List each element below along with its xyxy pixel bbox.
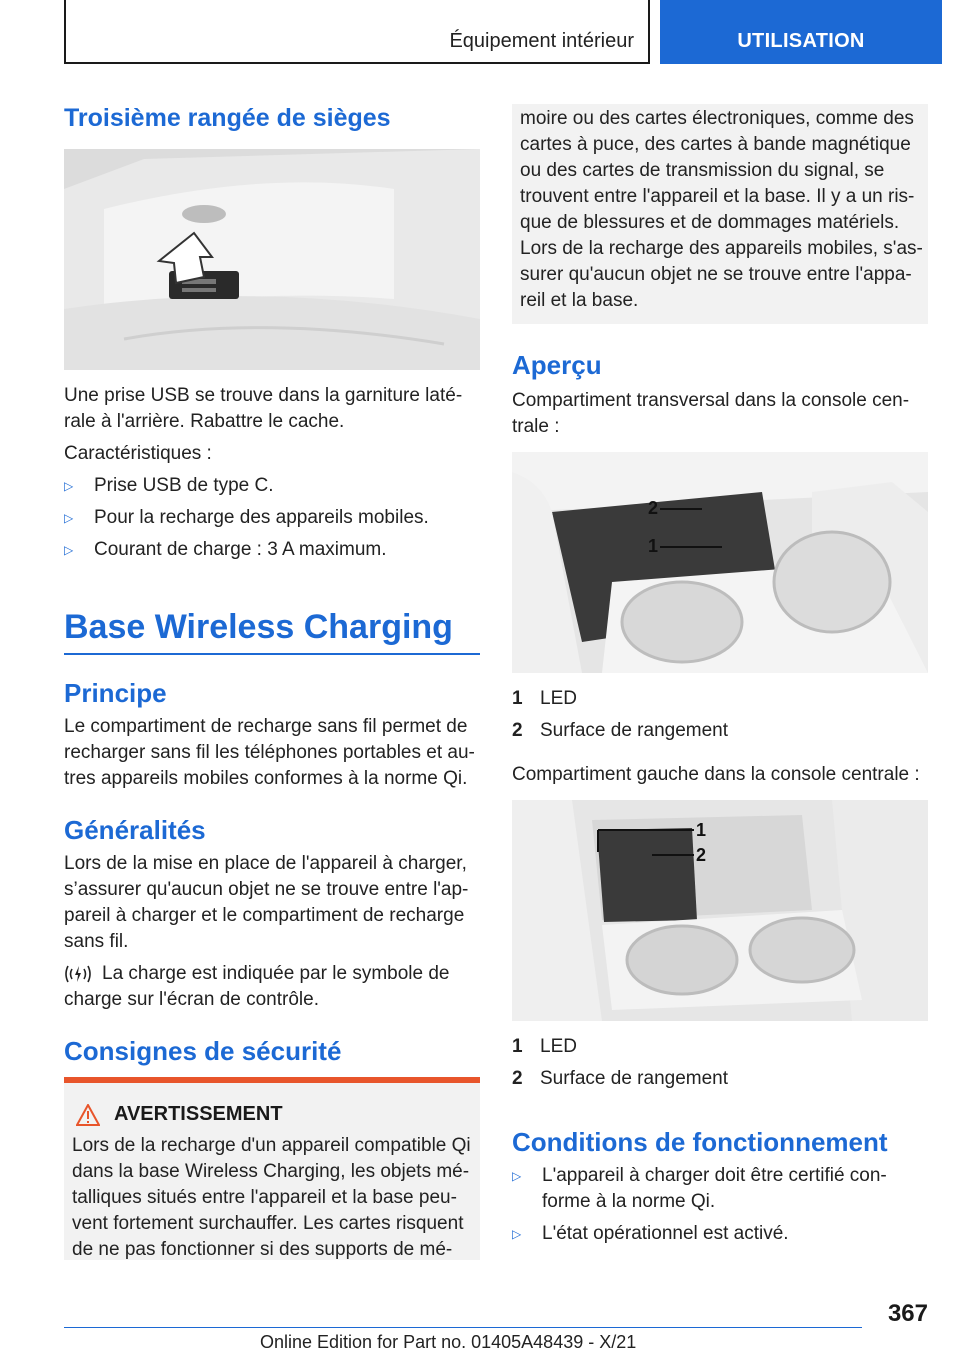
general-heading: Généralités [64, 815, 206, 845]
text-line: de ne pas fonctionner si des supports de mé- [72, 1239, 453, 1260]
wireless-charging-icon [64, 963, 92, 985]
warning-box-continued [512, 104, 928, 324]
warning-icon [76, 1104, 100, 1126]
legend-number: 1 [512, 688, 523, 709]
text-line: Compartiment transversal dans la console cen- [512, 390, 910, 411]
usb-port-photo [64, 149, 480, 370]
legend-text: LED [540, 1036, 577, 1057]
text-line: ou des cartes de transmission du signal, se [520, 160, 885, 181]
feature-text: Prise USB de type C. [94, 475, 274, 496]
legend-text: Surface de rangement [540, 1068, 729, 1089]
left-compartment-photo [512, 800, 928, 1021]
text-line: cartes à puce, des cartes à bande magnétique [520, 134, 911, 155]
bullet-icon: ▷ [512, 1227, 522, 1241]
warning-continued-text [520, 106, 928, 314]
text-line: trouvent entre l'appareil et la base. Il y a un ris- [520, 186, 915, 207]
chapter-title: Équipement intérieur [449, 30, 634, 52]
text-line: Lors de la recharge d'un appareil compatible Qi [72, 1135, 471, 1156]
page-number: 367 [887, 1300, 928, 1327]
section-tab-label: UTILISATION [737, 30, 865, 52]
text-line: reil et la base. [520, 290, 639, 311]
section-rule [64, 653, 480, 655]
text-line: sans fil. [64, 931, 129, 952]
text-line: tres appareils mobiles conformes à la norme Qi. [64, 768, 468, 789]
usb-description-line: rale à l'arrière. Rabattre le cache. [64, 411, 345, 432]
usb-description [64, 383, 480, 435]
warning-box [64, 1083, 480, 1260]
usb-heading: Troisième rangée de sièges [64, 104, 391, 132]
text-line: pareil à charger et le compartiment de recharge [64, 905, 465, 926]
text-line: La charge est indiquée par le symbole de [102, 963, 450, 984]
callout-1: 1 [648, 536, 659, 556]
header-chapter-box [64, 0, 650, 64]
text-line: que de blessures et de dommages matériels. [520, 212, 900, 233]
legend-number: 2 [512, 720, 523, 741]
text-line: Le compartiment de recharge sans fil permet de [64, 716, 468, 737]
text-line: talliques situés entre l'appareil et la base peu- [72, 1187, 457, 1208]
text-line: s’assurer qu'aucun objet ne se trouve entre l'ap- [64, 879, 469, 900]
text-line: dans la base Wireless Charging, les objets mé- [72, 1161, 470, 1182]
usb-description-line: Une prise USB se trouve dans la garniture laté- [64, 385, 463, 406]
condition-text [542, 1163, 887, 1215]
section-title: Base Wireless Charging [64, 608, 453, 646]
principle-text [64, 714, 480, 792]
principle-heading: Principe [64, 678, 167, 708]
callout-2: 2 [648, 498, 659, 518]
text-line: recharger sans fil les téléphones portables et au- [64, 742, 475, 763]
bullet-icon: ▷ [64, 543, 74, 557]
warning-title: AVERTISSEMENT [114, 1103, 283, 1125]
feature-text: Courant de charge : 3 A maximum. [94, 539, 387, 560]
legend-number: 1 [512, 1036, 523, 1057]
legend-text: Surface de rangement [540, 720, 729, 741]
legend-text: LED [540, 688, 577, 709]
text-line: moire ou des cartes électroniques, comme des [520, 108, 914, 129]
general-text [64, 851, 480, 955]
left-compartment-text: Compartiment gauche dans la console centrale : [512, 764, 920, 785]
bullet-icon: ▷ [64, 479, 74, 493]
text-line: forme à la norme Qi. [542, 1191, 716, 1212]
features-label: Caractéristiques : [64, 443, 212, 464]
footer-edition: Online Edition for Part no. 01405A48439 - X/21 [260, 1332, 637, 1352]
text-line: Lors de la recharge des appareils mobiles, s'as- [520, 238, 923, 259]
callout-1: 1 [696, 820, 707, 840]
text-line: charge sur l'écran de contrôle. [64, 989, 319, 1010]
overview-heading: Aperçu [512, 350, 602, 380]
overview-text [512, 388, 928, 440]
footer-rule [64, 1327, 862, 1328]
warning-text [72, 1133, 480, 1263]
text-line: surer qu'aucun objet ne se trouve entre l'appa- [520, 264, 912, 285]
transverse-compartment-photo [512, 452, 928, 673]
feature-text: Pour la recharge des appareils mobiles. [94, 507, 429, 528]
callout-2: 2 [696, 845, 707, 865]
section-tab[interactable] [660, 0, 942, 64]
text-line: L'appareil à charger doit être certifié con- [542, 1165, 887, 1186]
text-line: trale : [512, 416, 560, 437]
text-line: vent fortement surchauffer. Les cartes risquent [72, 1213, 464, 1234]
condition-text: L'état opérationnel est activé. [542, 1223, 789, 1244]
symbol-text [64, 961, 480, 1013]
conditions-heading: Conditions de fonctionnement [512, 1127, 888, 1157]
bullet-icon: ▷ [512, 1169, 522, 1183]
bullet-icon: ▷ [64, 511, 74, 525]
safety-heading: Consignes de sécurité [64, 1036, 342, 1066]
legend-number: 2 [512, 1068, 523, 1089]
text-line: Lors de la mise en place de l'appareil à charger, [64, 853, 467, 874]
